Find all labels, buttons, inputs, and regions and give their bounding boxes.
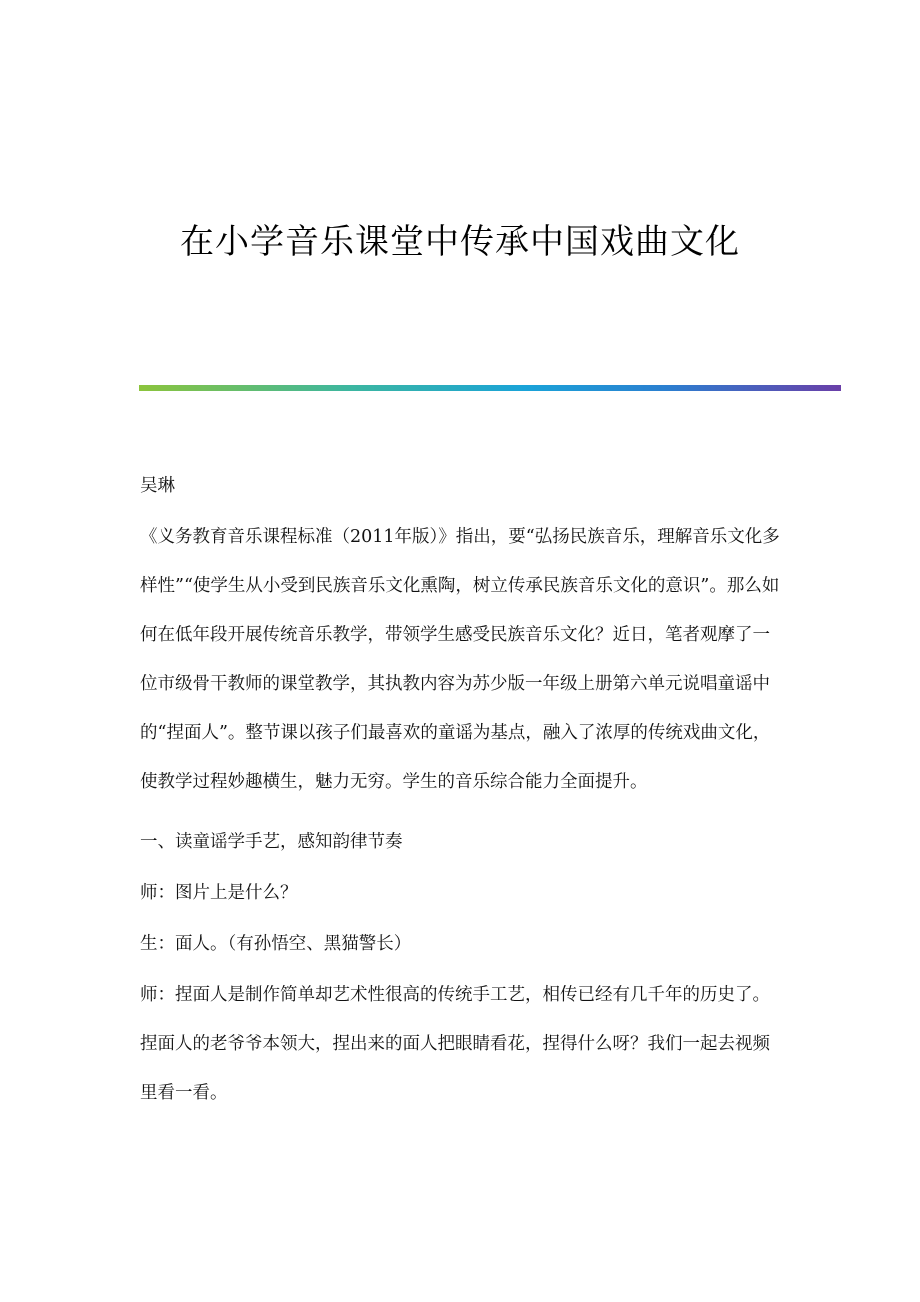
title-divider bbox=[139, 385, 841, 391]
section-heading: 一、读童谣学手艺，感知韵律节奏 bbox=[140, 832, 403, 852]
intro-paragraph: 《义务教育音乐课程标准（2011年版）》指出，要“弘扬民族音乐，理解音乐文化多样性”“使学生从小受到民族音乐文化熏陶，树立传承民族音乐文化的意识”。那么如何在低年段开展传统音乐教学，带领学生感受民族音乐文化？近日，笔者观摩了一位市级骨干教师的课堂教学，其执教内容为苏少版一年级上册第六单元说唱童谣中的“捏面人”。整节课以孩子们最喜欢的童谣为基点，融入了浓厚的传统戏曲文化，使教学过程妙趣横生，魅力无穷。学生的音乐综合能力全面提升。 bbox=[140, 527, 780, 792]
author-name: 吴琳 bbox=[140, 476, 175, 496]
document-body bbox=[140, 470, 780, 1137]
document-title: 在小学音乐课堂中传承中国戏曲文化 bbox=[180, 222, 740, 262]
dialogue-line: 生：面人。（有孙悟空、黑猫警长） bbox=[140, 934, 412, 954]
dialogue-line: 师：图片上是什么？ bbox=[140, 883, 298, 903]
dialogue-paragraph: 师：捏面人是制作简单却艺术性很高的传统手工艺，相传已经有几千年的历史了。捏面人的老爷爷本领大，捏出来的面人把眼睛看花，捏得什么呀？我们一起去视频里看一看。 bbox=[140, 985, 770, 1103]
